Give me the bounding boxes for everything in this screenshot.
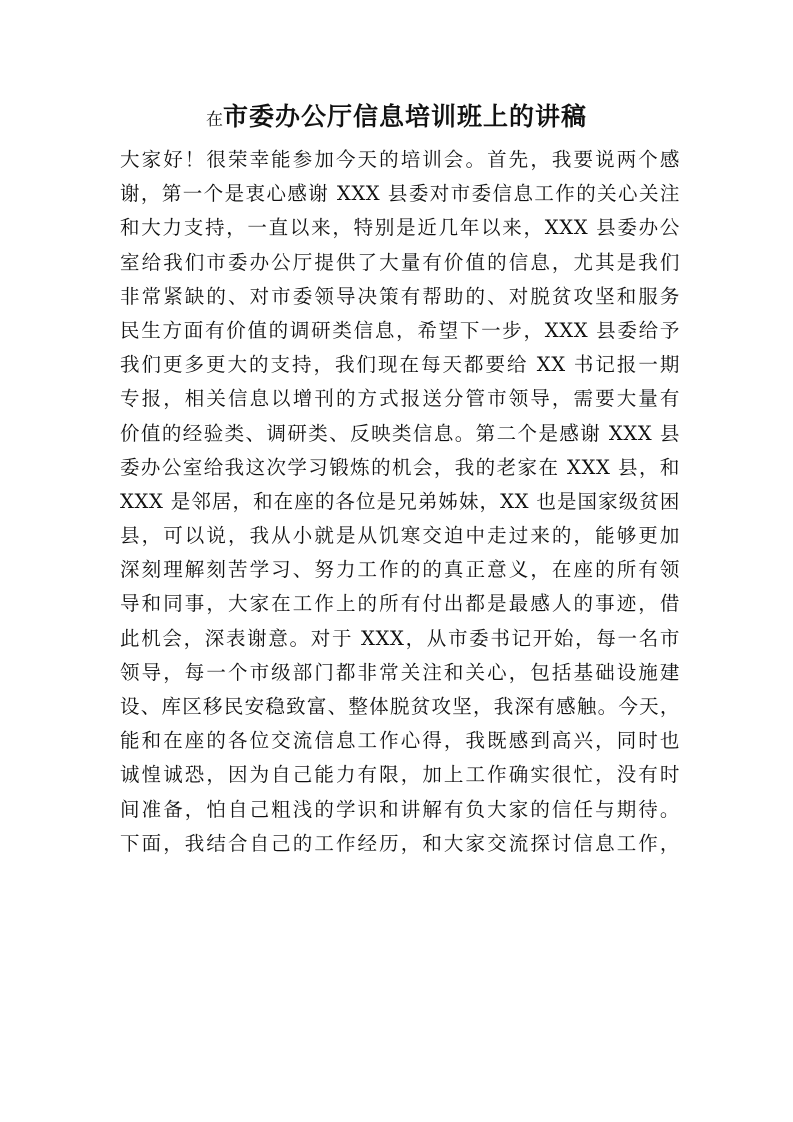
text-line: 此机会，深表谢意。对于 XXX，从市委书记开始，每一名市 <box>120 626 680 650</box>
text-line: XXX 是邻居，和在座的各位是兄弟姊妹，XX 也是国家级贫困 <box>120 489 680 513</box>
text-line: 大家好！很荣幸能参加今天的培训会。首先，我要说两个感 <box>120 148 680 171</box>
text-line: 县，可以说，我从小就是从饥寒交迫中走过来的，能够更加 <box>120 524 680 548</box>
text-line: 谢，第一个是衷心感谢 XXX 县委对市委信息工作的关心关注 <box>120 182 680 206</box>
text-line: 深刻理解刻苦学习、努力工作的的真正意义，在座的所有领 <box>120 558 680 582</box>
speech-body <box>120 143 680 861</box>
title-main: 市委办公厅信息培训班上的讲稿 <box>222 102 587 131</box>
text-line: 下面，我结合自己的工作经历，和大家交流探讨信息工作， <box>120 831 680 855</box>
text-line: 和大力支持，一直以来，特别是近几年以来，XXX 县委办公 <box>120 216 680 240</box>
text-line: 领导，每一个市级部门都非常关注和关心，包括基础设施建 <box>120 660 680 684</box>
text-line: 间准备，怕自己粗浅的学识和讲解有负大家的信任与期待。 <box>120 797 680 821</box>
text-line: 导和同事，大家在工作上的所有付出都是最感人的事迹，借 <box>120 592 680 616</box>
text-line: 非常紧缺的、对市委领导决策有帮助的、对脱贫攻坚和服务 <box>120 284 680 308</box>
text-line: 委办公室给我这次学习锻炼的机会，我的老家在 XXX 县，和 <box>120 455 680 479</box>
title-prefix: 在 <box>205 110 223 130</box>
text-line: 民生方面有价值的调研类信息，希望下一步，XXX 县委给予 <box>120 318 680 342</box>
text-line: 专报，相关信息以增刊的方式报送分管市领导，需要大量有 <box>120 387 680 411</box>
text-line: 室给我们市委办公厅提供了大量有价值的信息，尤其是我们 <box>120 250 680 274</box>
document-title <box>0 100 793 137</box>
text-line: 诚惶诚恐，因为自己能力有限，加上工作确实很忙，没有时 <box>120 763 680 787</box>
text-line: 能和在座的各位交流信息工作心得，我既感到高兴，同时也 <box>120 729 680 753</box>
text-line: 我们更多更大的支持，我们现在每天都要给 XX 书记报一期 <box>120 353 680 377</box>
text-line: 价值的经验类、调研类、反映类信息。第二个是感谢 XXX 县 <box>120 421 680 445</box>
text-line: 设、库区移民安稳致富、整体脱贫攻坚，我深有感触。今天， <box>120 695 680 718</box>
